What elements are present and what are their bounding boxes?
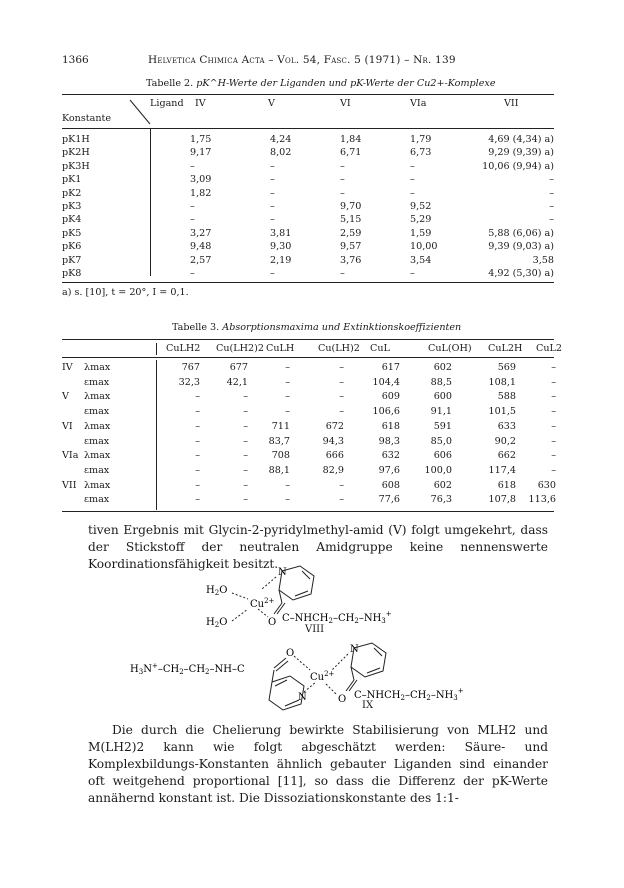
table2-cell: – <box>190 268 195 279</box>
svg-text:H2O: $H_2O$ <box>206 585 228 597</box>
table3-cell: 606 <box>433 450 452 462</box>
table3-cell: – <box>551 362 556 373</box>
table2-row-label: pK8 <box>62 268 82 279</box>
table2-col-header: VII <box>504 98 519 109</box>
table3-caption <box>172 322 461 333</box>
table2-row-label: pK7 <box>62 254 82 266</box>
table3-cell: 91,1 <box>430 406 452 418</box>
table3-cell: 677 <box>229 362 248 373</box>
table3-row-ligand: IV <box>62 362 73 373</box>
table3-cell: 83,7 <box>268 435 290 447</box>
table3-cell: 108,1 <box>488 376 516 388</box>
table3-cell: – <box>243 435 248 447</box>
table3-cell: 591 <box>433 420 452 432</box>
table3-cell: 98,3 <box>378 435 400 447</box>
table3-row-ligand: VI <box>62 420 73 432</box>
table2-cell: 9,30 <box>270 241 292 253</box>
table3-bottom-rule <box>62 511 554 512</box>
table2-row-label: pK1H <box>62 134 90 145</box>
table3-cell: – <box>339 479 344 491</box>
structure-ix-label: IX <box>362 700 374 711</box>
table3-cell: 609 <box>381 391 400 403</box>
table2-cell: 3,54 <box>410 254 432 266</box>
table3-cell: – <box>339 494 344 506</box>
table3-cell: – <box>551 391 556 403</box>
table3-cell: 632 <box>381 450 400 462</box>
svg-text:Cu2+: $Cu^{2+}$ <box>250 597 275 610</box>
table3-row-ligand: V <box>62 391 69 403</box>
table3-row-ligand: VII <box>62 479 77 491</box>
table2-col-header: VIa <box>410 98 427 109</box>
table2-cell: 4,92 (5,30) a) <box>488 268 554 279</box>
table2-cell: 9,70 <box>340 201 362 212</box>
table2-diagonal <box>128 98 152 126</box>
table2-row-label: pK3H <box>62 160 90 172</box>
table3-cell: – <box>195 464 200 476</box>
table2-cell: 1,59 <box>410 227 432 239</box>
table2-cell: 10,06 (9,94) a) <box>482 160 554 172</box>
table3-row-param: εmax <box>84 464 110 476</box>
table3-cell: 106,6 <box>372 406 400 418</box>
table3-row-param: εmax <box>84 406 110 418</box>
table2-cell: – <box>340 187 345 199</box>
table3-row-param: εmax <box>84 494 110 506</box>
table3-cell: – <box>243 406 248 418</box>
page-number: 1366 <box>62 54 89 66</box>
table3-cell: – <box>195 450 200 462</box>
table3-cell: – <box>195 435 200 447</box>
table2-cell: 6,71 <box>340 147 362 159</box>
table3-col-header: CuL2 <box>536 343 562 354</box>
table3-cell: – <box>551 420 556 432</box>
table2-cell: – <box>549 214 554 226</box>
svg-text:O: O <box>286 648 295 659</box>
table2-cell: 8,02 <box>270 147 292 159</box>
table2-cell: 2,19 <box>270 254 292 266</box>
table3-caption-prefix: Tabelle 3. <box>172 322 223 333</box>
table2-cell: – <box>549 187 554 199</box>
table3-cell: 107,8 <box>488 494 516 506</box>
table2-caption-title: pK^H-Werte der Liganden und pK-Werte der Cu2+-Komplexe <box>196 78 496 89</box>
table3-cell: – <box>243 464 248 476</box>
table3-header-vertical-rule <box>156 343 157 355</box>
table2-cell: – <box>410 160 415 172</box>
table3-cell: – <box>195 479 200 491</box>
table3-col-header: Cu(LH2)2 <box>216 343 264 354</box>
table3-cell: 76,3 <box>430 494 452 506</box>
table3-row-param: λmax <box>84 391 111 403</box>
table2-row-label: pK1 <box>62 174 82 186</box>
table2-row-label: pK4 <box>62 214 82 226</box>
table2-caption <box>146 78 496 89</box>
table2-row-label: pK2H <box>62 147 90 159</box>
table2-cell: – <box>340 160 345 172</box>
table3-cell: 608 <box>381 479 400 491</box>
table2-footnote: a) s. [10], t = 20°, I = 0,1. <box>62 287 189 298</box>
table3-cell: – <box>243 479 248 491</box>
table3-cell: 90,2 <box>494 435 516 447</box>
table2-caption-prefix: Tabelle 2. <box>146 78 197 89</box>
table3-row-param: λmax <box>84 420 111 432</box>
table3-cell: 588 <box>497 391 516 403</box>
table2-cell: 4,69 (4,34) a) <box>488 134 554 145</box>
table3-cell: 767 <box>181 362 200 373</box>
table3-cell: – <box>339 362 344 373</box>
table2-cell: – <box>190 160 195 172</box>
table2-cell: 5,29 <box>410 214 432 226</box>
table3-cell: – <box>285 494 290 506</box>
table2-cell: 1,75 <box>190 134 212 145</box>
table3-cell: – <box>243 450 248 462</box>
table2-col-header: V <box>268 98 275 109</box>
svg-text:C–NHCH2–CH2–NH3+: $C-NHCH_2-CH_2-NH_3^+$ <box>354 687 464 702</box>
table3-cell: 708 <box>271 450 290 462</box>
table3-cell: – <box>551 450 556 462</box>
table3-cell: – <box>243 494 248 506</box>
structure-viii-label: VIII <box>305 624 325 635</box>
paragraph-1: tiven Ergebnis mit Glycin-2-pyridylmethyl-amid (V) folgt umgekehrt, dass der Stickstoff der neutralen Amidgruppe keine nennenswerte Koordinationsfähigkeit besitzt. <box>88 523 548 571</box>
table2-row-label: pK5 <box>62 227 82 239</box>
table2-col-header: VI <box>340 98 351 109</box>
table3-cell: – <box>339 376 344 388</box>
table2-cell: 9,52 <box>410 201 432 212</box>
table3-cell: – <box>195 494 200 506</box>
table3-cell: – <box>243 391 248 403</box>
table2-cell: 3,58 <box>532 254 554 266</box>
table3-cell: – <box>551 435 556 447</box>
table2-cell: 9,48 <box>190 241 212 253</box>
table2-cell: 5,88 (6,06) a) <box>488 227 554 239</box>
table3-cell: 672 <box>325 420 344 432</box>
table2-cell: 2,59 <box>340 227 362 239</box>
table2-cell: – <box>410 268 415 279</box>
table3-cell: – <box>285 376 290 388</box>
table3-cell: – <box>285 391 290 403</box>
table3-row-param: εmax <box>84 435 110 447</box>
table2-cell: – <box>270 201 275 212</box>
table3-cell: 88,1 <box>268 464 290 476</box>
table3-cell: – <box>285 406 290 418</box>
table2-cell: 1,82 <box>190 187 212 199</box>
table3-cell: 602 <box>433 362 452 373</box>
table3-cell: 32,3 <box>178 376 200 388</box>
table3-cell: 618 <box>497 479 516 491</box>
table3-cell: 77,6 <box>378 494 400 506</box>
svg-text:N: N <box>298 692 307 703</box>
table2-corner-ligand: Ligand <box>150 98 184 109</box>
table3-cell: – <box>243 420 248 432</box>
table3-cell: 42,1 <box>226 376 248 388</box>
table3-cell: – <box>551 464 556 476</box>
table2-cell: – <box>270 160 275 172</box>
svg-text:C–NHCH2–CH2–NH3+: $C-NHCH_2-CH_2-NH_3^+$ <box>282 610 392 625</box>
table2-cell: 9,39 (9,03) a) <box>488 241 554 253</box>
table3-cell: – <box>195 420 200 432</box>
table3-col-header: CuLH2 <box>166 343 201 354</box>
table2-cell: 9,29 (9,39) a) <box>488 147 554 159</box>
table2-cell: – <box>340 174 345 186</box>
table2-cell: – <box>549 174 554 186</box>
table3-cell: 88,5 <box>430 376 452 388</box>
table2-cell: 10,00 <box>410 241 438 253</box>
table3-cell: – <box>285 479 290 491</box>
table3-cell: 602 <box>433 479 452 491</box>
svg-text:H3N+–CH2–CH2–NH–C: $H_3N^+-CH_2-CH_2-NH-C$ <box>130 662 245 676</box>
svg-text:Cu2+: $Cu^{2+}$ <box>310 670 335 683</box>
svg-text:O: O <box>268 617 277 628</box>
table3-row-ligand: VIa <box>62 450 79 462</box>
table3-cell: – <box>551 376 556 388</box>
table3-header-rule <box>62 357 554 358</box>
table2-cell: – <box>340 268 345 279</box>
table3-cell: 117,4 <box>488 464 516 476</box>
table3-cell: 711 <box>271 420 290 432</box>
table2-cell: – <box>270 187 275 199</box>
table3-cell: – <box>339 391 344 403</box>
table3-cell: – <box>195 406 200 418</box>
svg-text:O: O <box>338 694 347 705</box>
table2-cell: 9,17 <box>190 147 212 159</box>
table2-row-label: pK2 <box>62 187 82 199</box>
table2-cell: 1,79 <box>410 134 432 145</box>
table3-cell: 617 <box>381 362 400 373</box>
table2-cell: 3,81 <box>270 227 292 239</box>
table3-cell: 85,0 <box>430 435 452 447</box>
table2-row-label: pK3 <box>62 201 82 212</box>
table3-row-param: λmax <box>84 450 111 462</box>
table2-corner-konstante: Konstante <box>62 113 112 124</box>
table3-cell: 666 <box>325 450 344 462</box>
table3-row-param: λmax <box>84 362 111 373</box>
table2-cell: – <box>410 187 415 199</box>
table3-cell: – <box>285 362 290 373</box>
table3-top-rule <box>62 339 554 340</box>
table3-cell: 600 <box>433 391 452 403</box>
table3-vertical-rule <box>156 360 157 510</box>
table3-cell: 94,3 <box>322 435 344 447</box>
table2-cell: – <box>270 268 275 279</box>
table2-cell: 3,09 <box>190 174 212 186</box>
table2-cell: – <box>190 214 195 226</box>
structure-ix <box>120 640 480 712</box>
table2-col-header: IV <box>195 98 206 109</box>
table2-cell: 3,27 <box>190 227 212 239</box>
table2-cell: 2,57 <box>190 254 212 266</box>
table2-cell: 5,15 <box>340 214 362 226</box>
table2-bottom-rule <box>62 282 554 283</box>
table2-cell: 6,73 <box>410 147 432 159</box>
table3-cell: 662 <box>497 450 516 462</box>
table3-cell: 104,4 <box>372 376 400 388</box>
table2-cell: – <box>190 201 195 212</box>
table2-row-label: pK6 <box>62 241 82 253</box>
svg-text:H2O: $H_2O$ <box>206 617 228 629</box>
table3-cell: 569 <box>497 362 516 373</box>
table3-cell: – <box>551 406 556 418</box>
table3-cell: 100,0 <box>424 464 452 476</box>
table2-cell: 3,76 <box>340 254 362 266</box>
table3-cell: 630 <box>537 479 556 491</box>
table3-cell: 113,6 <box>528 494 556 506</box>
table2-top-rule <box>62 94 554 95</box>
table3-cell: 633 <box>497 420 516 432</box>
table2-cell: – <box>270 214 275 226</box>
table2-cell: 4,24 <box>270 134 292 145</box>
table2-vertical-rule <box>150 128 151 276</box>
svg-text:N: N <box>278 567 287 578</box>
table3-col-header: CuL(OH) <box>428 343 472 354</box>
table2-cell: – <box>410 174 415 186</box>
table3-col-header: CuL <box>370 343 390 354</box>
running-header: Helvetica Chimica Acta – Vol. 54, Fasc. 5 (1971) – Nr. 139 <box>148 54 456 66</box>
table2-header-rule <box>62 128 554 129</box>
table3-cell: 97,6 <box>378 464 400 476</box>
table2-cell: 9,57 <box>340 241 362 253</box>
table2-cell: – <box>270 174 275 186</box>
svg-text:N: N <box>350 644 359 655</box>
table3-cell: 618 <box>381 420 400 432</box>
table3-caption-title: Absorptionsmaxima und Extinktionskoeffizienten <box>222 322 462 333</box>
table3-col-header: Cu(LH)2 <box>318 343 360 354</box>
table3-row-param: λmax <box>84 479 111 491</box>
table3-col-header: CuLH <box>266 343 295 354</box>
table3-col-header: CuL2H <box>488 343 523 354</box>
table3-cell: 82,9 <box>322 464 344 476</box>
table2-cell: – <box>549 201 554 212</box>
table3-cell: – <box>339 406 344 418</box>
table2-cell: 1,84 <box>340 134 362 145</box>
table3-cell: 101,5 <box>488 406 516 418</box>
table3-cell: – <box>195 391 200 403</box>
paragraph-2: Die durch die Chelierung bewirkte Stabilisierung von MLH2 und M(LH2)2 kann wie folgt abgeschätzt werden: Säure- und Komplexbildungs-Konstanten ähnlich gebauter Liganden sind einander oft weitgehend proportional [11], so dass die Differenz der pK-Werte annähernd konstant ist. Die Dissoziationskonstante des 1:1- <box>88 723 548 805</box>
table3-row-param: εmax <box>84 376 110 388</box>
